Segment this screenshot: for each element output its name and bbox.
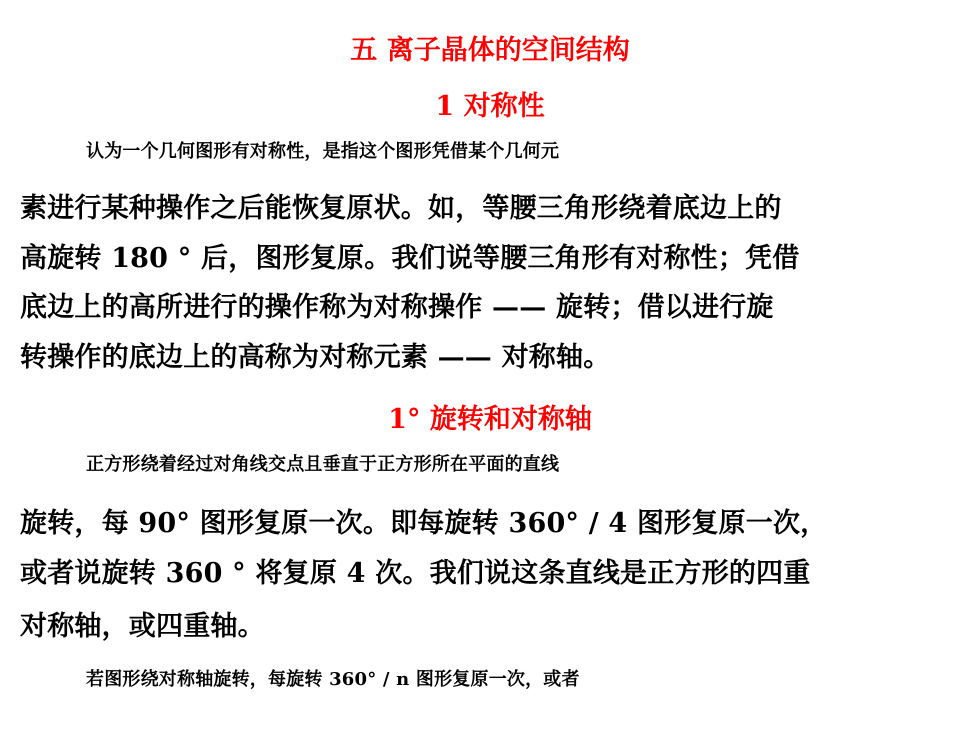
paragraph-line: 旋转，每 90° 图形复原一次。即每旋转 360° / 4 图形复原一次， bbox=[20, 508, 828, 539]
paragraph-line: 正方形绕着经过对角线交点且垂直于正方形所在平面的直线 bbox=[86, 454, 560, 475]
paragraph-line: 或者说旋转 360 ° 将复原 4 次。我们说这条直线是正方形的四重 bbox=[20, 558, 811, 589]
paragraph-line: 转操作的底边上的高称为对称元素 —— 对称轴。 bbox=[20, 342, 611, 373]
paragraph-line: 对称轴，或四重轴。 bbox=[20, 611, 265, 642]
section-heading-symmetry: 1 对称性 bbox=[435, 91, 545, 122]
paragraph-line: 底边上的高所进行的操作称为对称操作 —— 旋转；借以进行旋 bbox=[20, 292, 774, 323]
slide-title: 五 离子晶体的空间结构 bbox=[350, 35, 630, 66]
paragraph-line: 认为一个几何图形有对称性，是指这个图形凭借某个几何元 bbox=[86, 141, 560, 162]
paragraph-line: 素进行某种操作之后能恢复原状。如，等腰三角形绕着底边上的 bbox=[20, 193, 782, 224]
paragraph-line: 若图形绕对称轴旋转，每旋转 360° / n 图形复原一次，或者 bbox=[86, 669, 580, 690]
paragraph-line: 高旋转 180 ° 后，图形复原。我们说等腰三角形有对称性；凭借 bbox=[20, 243, 800, 274]
section-heading-rotation-axis: 1° 旋转和对称轴 bbox=[388, 404, 592, 435]
